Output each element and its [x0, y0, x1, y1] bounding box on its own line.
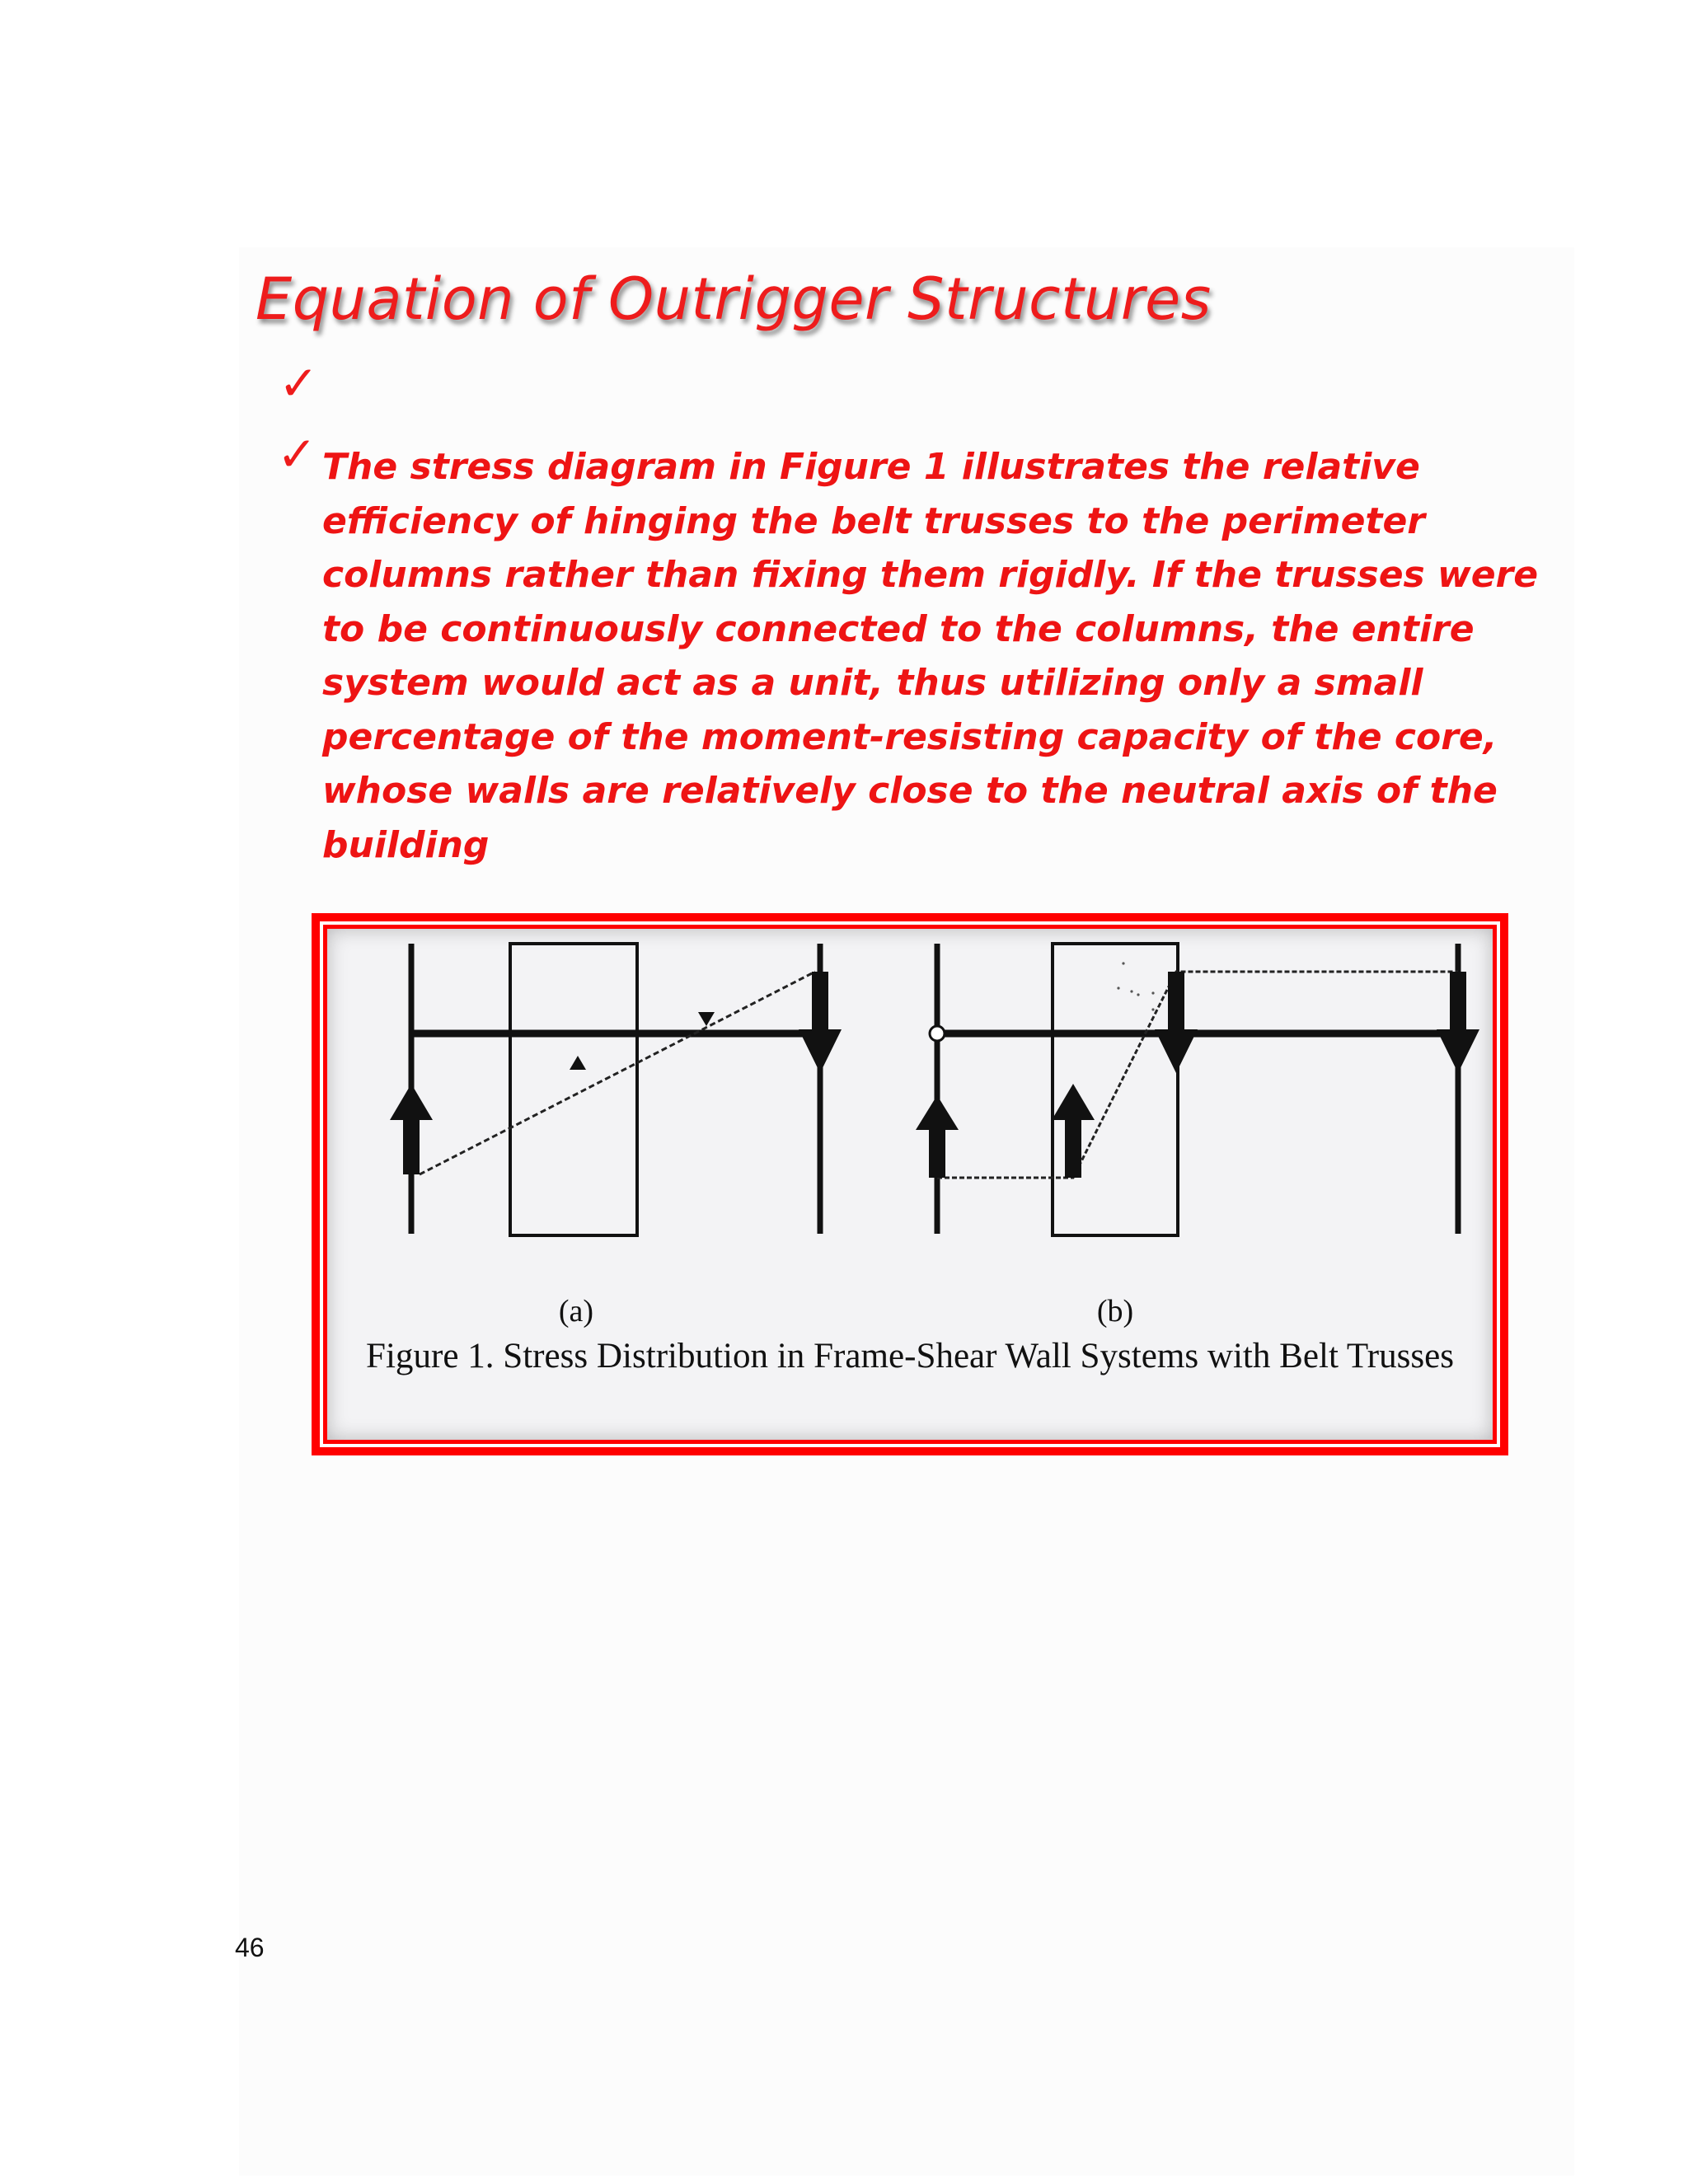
up-arrow-icon — [916, 1095, 959, 1178]
diagram-a — [390, 944, 842, 1235]
paragraph-line: system would act as a unit, thus utilizing only a small — [322, 662, 1423, 704]
bullet-paragraph — [322, 440, 1539, 872]
down-arrow-icon — [1155, 972, 1198, 1073]
paragraph-line: columns rather than fixing them rigidly. If the trusses were — [322, 554, 1539, 596]
checkmark-icon: ✓ — [279, 355, 319, 411]
paragraph-line: The stress diagram in Figure 1 illustrates the relative — [322, 446, 1420, 488]
figure-panel — [327, 929, 1493, 1440]
paragraph-line: percentage of the moment-resisting capacity of the core, — [322, 715, 1498, 758]
down-arrow-icon — [1437, 972, 1479, 1073]
small-up-arrow-icon — [570, 1056, 586, 1070]
core-wall — [510, 944, 637, 1235]
stress-block — [937, 972, 1458, 1178]
diagram-b — [916, 944, 1479, 1235]
stress-distribution-diagram — [327, 929, 1493, 1440]
page-title: Equation of Outrigger Structures — [256, 265, 1212, 333]
checkmark-icon: ✓ — [277, 426, 317, 482]
paragraph-line: building — [322, 823, 490, 866]
paragraph-line: to be continuously connected to the columns, the entire — [322, 607, 1475, 650]
up-arrow-icon — [390, 1084, 433, 1174]
up-arrow-icon — [1052, 1084, 1095, 1178]
figure-frame — [312, 913, 1508, 1455]
hinge-icon — [930, 1026, 945, 1041]
figure-caption: Figure 1. Stress Distribution in Frame-Shear Wall Systems with Belt Trusses — [366, 1337, 1454, 1376]
paragraph-line: whose walls are relatively close to the neutral axis of the — [322, 770, 1498, 812]
stress-line — [420, 972, 815, 1174]
label-a: (a) — [558, 1294, 594, 1329]
down-arrow-icon — [799, 972, 842, 1073]
label-b: (b) — [1096, 1294, 1134, 1329]
paragraph-line: efficiency of hinging the belt trusses to the perimeter — [322, 499, 1426, 542]
page-number: 46 — [235, 1933, 265, 1962]
speckle-dots — [1117, 962, 1154, 1010]
